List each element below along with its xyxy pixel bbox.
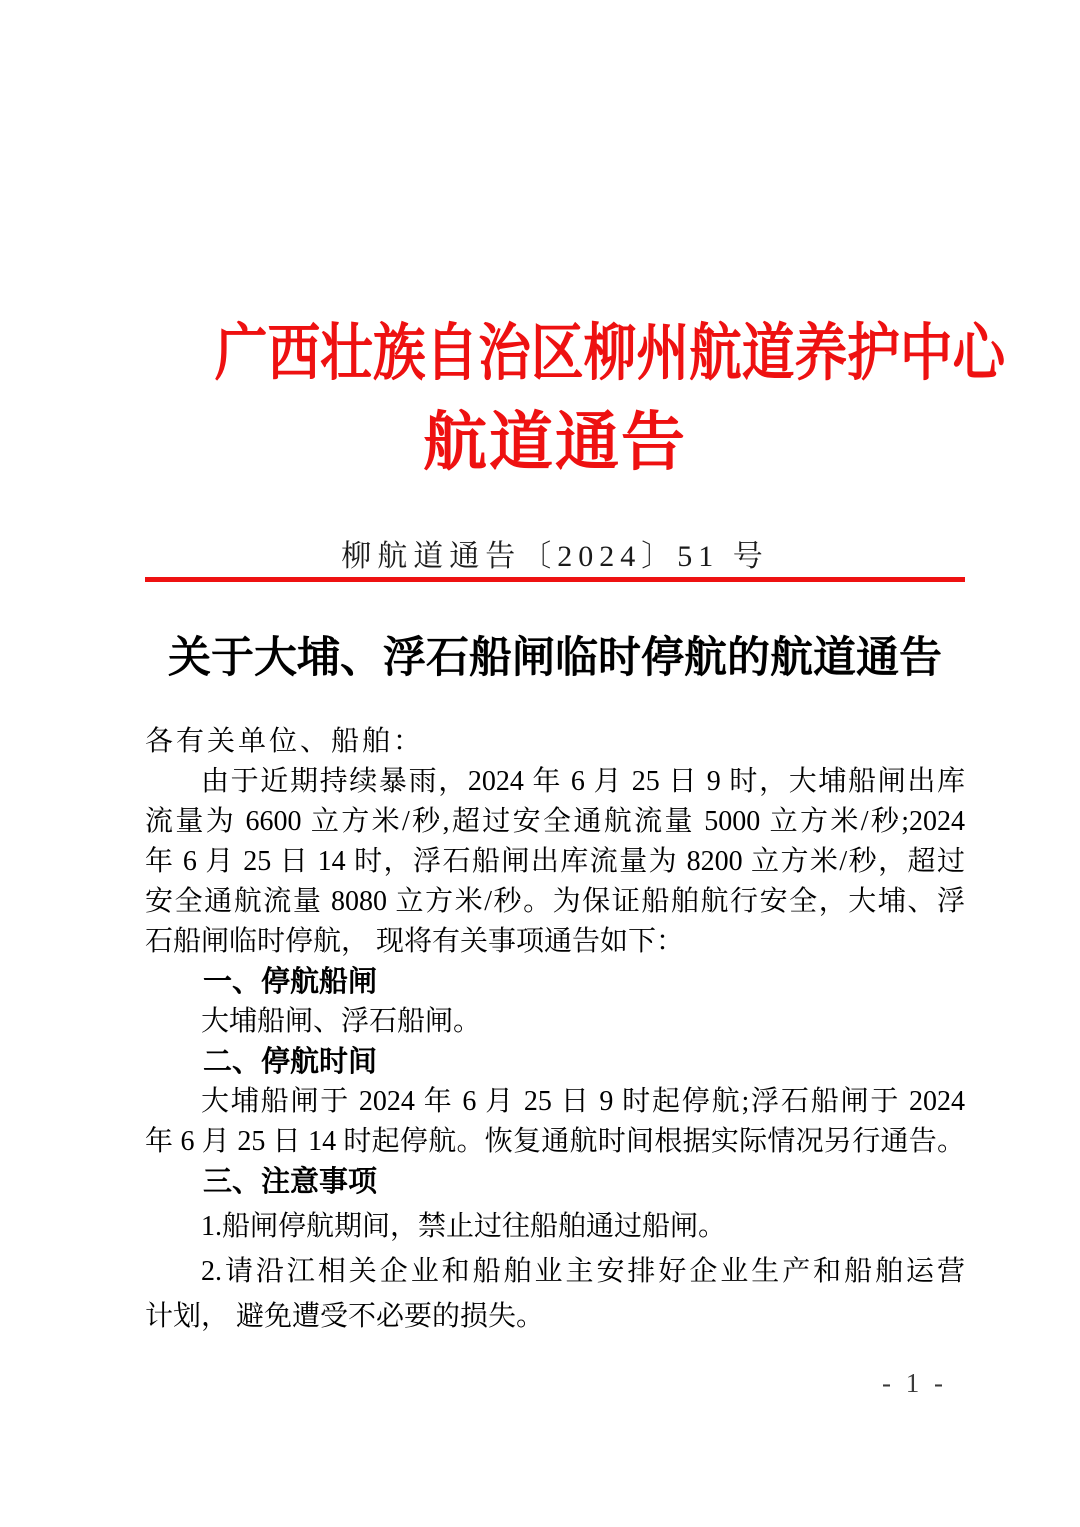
body-line: 1.船闸停航期间，禁止过往船舶通过船闸。 (201, 1211, 727, 1242)
red-divider-rule (145, 577, 965, 582)
doc-number: 柳航道通告〔2024〕51 号 (341, 540, 769, 573)
body-line: 由于近期持续暴雨，2024 年 6 月 25 日 9 时，大埔船闸出库 (201, 766, 965, 797)
body-line: 安全通航流量 8080 立方米/秒。为保证船舶航行安全，大埔、浮 (145, 886, 965, 917)
subject-title: 关于大埔、浮石船闸临时停航的航道通告 (168, 634, 942, 682)
body-line: 石船闸临时停航， 现将有关事项通告如下： (145, 926, 685, 957)
body-line: 流量为 6600 立方米/秒,超过安全通航流量 5000 立方米/秒;2024 (145, 806, 965, 837)
body-text (145, 722, 965, 1337)
body-line: 大埔船闸、浮石船闸。 (201, 1006, 482, 1037)
body-line: 年 6 月 25 日 14 时起停航。恢复通航时间根据实际情况另行通告。 (145, 1126, 965, 1157)
section-heading-2: 二、停航时间 (203, 1046, 378, 1078)
org-title-line1 (145, 318, 1006, 390)
section-heading-3: 三、注意事项 (203, 1166, 378, 1198)
body-line: 大埔船闸于 2024 年 6 月 25 日 9 时起停航;浮石船闸于 2024 (201, 1086, 965, 1117)
body-line: 年 6 月 25 日 14 时，浮石船闸出库流量为 8200 立方米/秒，超过 (145, 846, 965, 877)
org-title-line2: 航道通告 (423, 407, 687, 478)
body-line: 计划， 避免遭受不必要的损失。 (145, 1301, 545, 1332)
body-line: 2.请沿江相关企业和船舶业主安排好企业生产和船舶运营 (201, 1256, 965, 1287)
salutation-line: 各有关单位、船舶： (145, 726, 425, 757)
org-title-line1-text: 广西壮族自治区柳州航道养护中心 (214, 320, 1006, 388)
section-heading-1: 一、停航船闸 (203, 966, 378, 998)
page-number: - 1 - (882, 1368, 947, 1398)
